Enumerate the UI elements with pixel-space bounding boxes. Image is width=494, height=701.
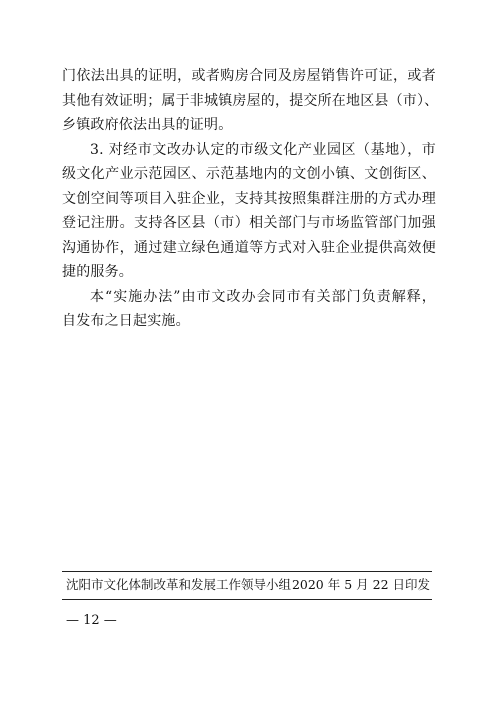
text-line: 乡镇政府依法出具的证明。 <box>62 117 233 133</box>
footer-issue-date: 2020 年 5 月 22 日印发 <box>291 577 430 592</box>
text-line: 门依法出具的证明，或者购房合同及房屋销售许可证，或者 <box>62 68 436 84</box>
document-body <box>62 64 439 334</box>
footer-issuer: 沈阳市文化体制改革和发展工作领导小组 <box>66 577 292 592</box>
text-line: 本“实施办法”由市文改办会同市有关部门负责解释， <box>90 288 436 305</box>
text-line: 其他有效证明；属于非城镇房屋的，提交所在地区县（市）、 <box>62 92 439 109</box>
page-number: — 12 — <box>66 613 117 628</box>
text-line: 捷的服务。 <box>62 264 133 280</box>
paragraph-closing <box>62 285 436 334</box>
text-line: 自发布之日起实施。 <box>62 313 190 329</box>
text-line: 登记注册。支持各区县（市）相关部门与市场监管部门加强 <box>62 215 436 231</box>
text-line: 沟通协作，通过建立绿色通道等方式对入驻企业提供高效便 <box>62 239 436 256</box>
text-line: 文创空间等项目入驻企业，支持其按照集群注册的方式办理 <box>62 190 436 207</box>
paragraph-item-3 <box>62 138 436 285</box>
footer-bottom-rule <box>62 599 432 600</box>
text-line: 级文化产业示范园区、示范基地内的文创小镇、文创街区、 <box>62 166 436 182</box>
paragraph-proof-requirements <box>62 64 439 138</box>
footer-top-rule <box>62 571 432 572</box>
text-line: 3. 对经市文改办认定的市级文化产业园区（基地），市 <box>90 141 436 158</box>
